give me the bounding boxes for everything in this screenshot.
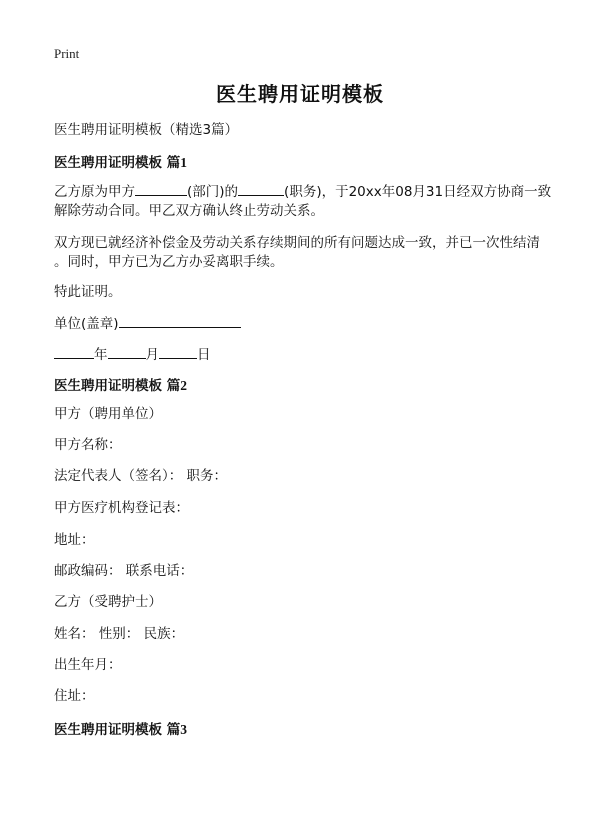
section-1-closing: 特此证明。 — [54, 284, 122, 300]
section-2-line: 住址： — [54, 688, 95, 704]
department-blank — [135, 181, 187, 196]
section-1-paragraph-1-line-1 — [54, 181, 554, 202]
p1-part-a: 乙方原为甲方 — [54, 184, 135, 200]
section-2-heading-number: 2 — [180, 378, 187, 393]
year-blank — [54, 344, 94, 359]
section-1-heading — [54, 151, 187, 171]
section-2-heading — [54, 374, 187, 394]
section-2-heading-text: 医生聘用证明模板 篇 — [54, 378, 181, 394]
section-1-heading-number: 1 — [180, 155, 187, 170]
unit-seal-label: 单位(盖章) — [54, 316, 119, 332]
section-3-heading-number: 3 — [180, 722, 187, 737]
section-1-heading-text: 医生聘用证明模板 篇 — [54, 155, 181, 171]
section-3-heading-text: 医生聘用证明模板 篇 — [54, 722, 181, 738]
section-1-paragraph-1-line-2: 解除劳动合同。甲乙双方确认终止劳动关系。 — [54, 203, 324, 219]
section-2-line: 出生年月： — [54, 657, 122, 673]
day-blank — [159, 344, 197, 359]
section-2-line: 甲方（聘用单位） — [54, 406, 162, 422]
section-1-paragraph-2-line-2: 。同时，甲方已为乙方办妥离职手续。 — [54, 254, 284, 270]
section-2-line: 邮政编码： 联系电话： — [54, 563, 194, 579]
date-line — [54, 344, 554, 365]
section-2-line: 甲方名称： — [54, 437, 122, 453]
p1-part-c: (职务)，于20xx年08月31日经双方协商一致 — [284, 184, 552, 200]
section-2-line: 甲方医疗机构登记表： — [54, 500, 189, 516]
section-1-paragraph-2-line-1: 双方现已就经济补偿金及劳动关系存续期间的所有问题达成一致，并已一次性结清 — [54, 235, 540, 251]
intro-line: 医生聘用证明模板（精选3篇） — [54, 122, 239, 138]
position-blank — [238, 181, 284, 196]
section-2-line: 姓名： 性别： 民族： — [54, 626, 185, 642]
document-title: 医生聘用证明模板 — [216, 82, 384, 106]
p1-part-b: (部门)的 — [187, 184, 239, 200]
section-2-line: 地址： — [54, 532, 95, 548]
print-link[interactable]: Print — [54, 46, 80, 61]
month-label: 月 — [145, 347, 159, 363]
month-blank — [108, 344, 146, 359]
section-2-line: 法定代表人（签名）： 职务： — [54, 468, 228, 484]
unit-seal-blank — [119, 313, 241, 328]
year-label: 年 — [94, 347, 108, 363]
section-3-heading — [54, 718, 187, 738]
day-label: 日 — [197, 347, 211, 363]
section-2-line: 乙方（受聘护士） — [54, 594, 162, 610]
unit-seal-line — [54, 313, 554, 334]
